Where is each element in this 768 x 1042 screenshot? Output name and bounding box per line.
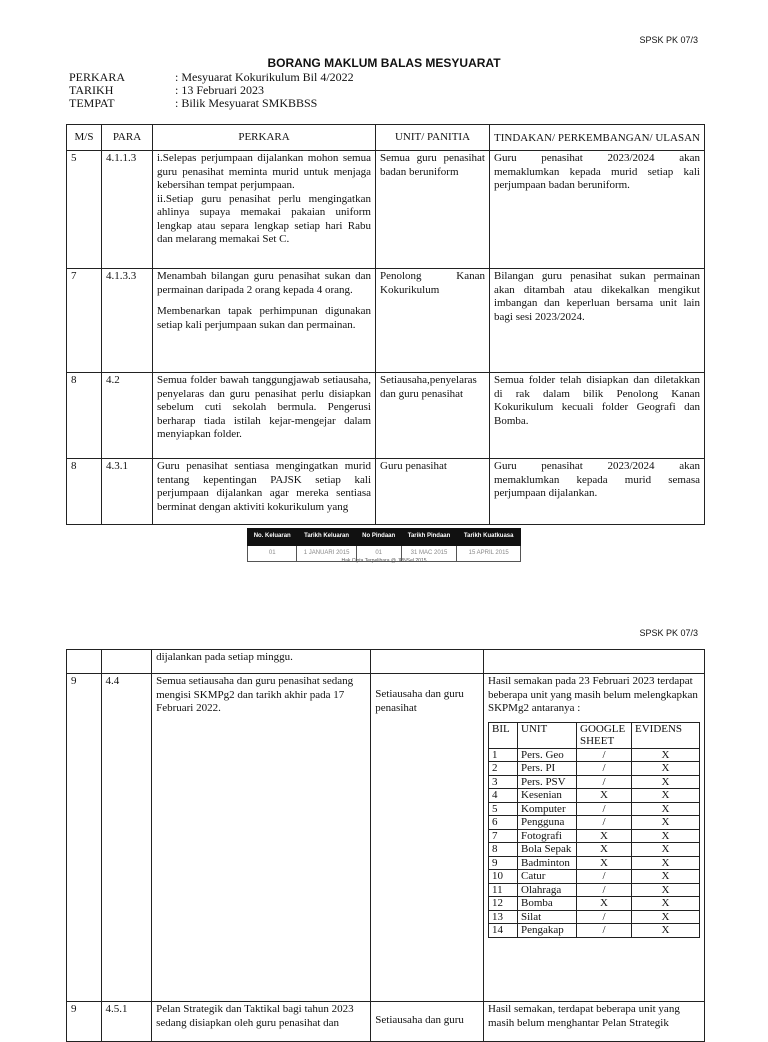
table-row: 9 4.4 Semua setiausaha dan guru penasihat sedang mengisi SKMPg2 dan tarikh akhir pada 17 Februari 2022. Setiausaha dan guru penasihat Hasil semakan pada 23 Februari 2023 terdapat beberapa unit yang masih belum melengkapkan SKPMg2 antaranya : BIL UNIT GOOGLE SHEET EVIDENS 1 Pers. Geo / X 2 Pers. PI / X 3 Pers. PSV / X 4 Kesenian X X 5 Komputer / X 6 Pengguna / X 7 Fotografi X X 8 Bola Sepak X X 9 Badminton X X 10 Catur / X 11 Olahraga / X 12 Bomba X X 13 Silat / X 14 Pengakap / X (67, 674, 705, 1002)
meeting-meta (69, 71, 354, 110)
meta-perkara: PERKARA : Mesyuarat Kokurikulum Bil 4/2022 (69, 70, 354, 84)
inner-table-row: 9 Badminton X X (489, 856, 700, 870)
table-row: 8 4.2 Semua folder bawah tanggungjawab setiausaha, penyelaras dan guru penasihat perlu disiapkan sebelum cuti sekolah bermula. Pengerusi berharap tiada istilah kejar-mengejar dalam menyiapkan folder. Setiausaha,penyelaras dan guru penasihat Semua folder telah disiapkan dan diletakkan di rak dalam bilik Penolong Kanan Kokurikulum kecuali folder Geografi dan Bomba. (67, 373, 705, 459)
inner-table-row: 2 Pers. PI / X (489, 762, 700, 776)
inner-table-row: 6 Pengguna / X (489, 816, 700, 830)
table-row: 7 4.1.3.3 Menambah bilangan guru penasihat sukan dan permainan daripada 2 orang kepada 4 orang. Membenarkan tapak perhimpunan digunakan setiap kali perjumpaan sukan dan permainan. Penolong Kanan Kokurikulum Bilangan guru penasihat sukan permainan akan ditambah atau dikekalkan mengikut imbangan dan keperluan bersama unit lain bagi sesi 2023/2024. (67, 269, 705, 373)
inner-table-row: 1 Pers. Geo / X (489, 748, 700, 762)
inner-table-row: 4 Kesenian X X (489, 789, 700, 803)
table-row: 8 4.3.1 Guru penasihat sentiasa mengingatkan murid tentang kepentingan PAJSK setiap kali perjumpaan dijalankan agar mereka sentiasa berminat dengan aktiviti kokurikulum yang Guru penasihat Guru penasihat 2023/2024 akan memaklumkan kepada murid semasa perjumpaan dijalankan. (67, 459, 705, 525)
table-row: 9 4.5.1 Pelan Strategik dan Taktikal bagi tahun 2023 sedang disiapkan oleh guru penasihat dan Setiausaha dan guru Hasil semakan, terdapat beberapa unit yang masih belum menghantar Pelan Strategik (67, 1002, 705, 1042)
inner-table-row: 13 Silat / X (489, 910, 700, 924)
inner-table-row: 10 Catur / X (489, 870, 700, 884)
meta-tempat: TEMPAT : Bilik Mesyuarat SMKBBSS (69, 96, 318, 110)
inner-table-row: 11 Olahraga / X (489, 883, 700, 897)
header-tindakan: TINDAKAN/ PERKEMBANGAN/ ULASAN (490, 125, 705, 151)
inner-table-row: 7 Fotografi X X (489, 829, 700, 843)
header-perkara: PERKARA (153, 125, 376, 151)
header-para: PARA (102, 125, 153, 151)
form-code: SPSK PK 07/3 (639, 35, 698, 45)
inner-table-row: 12 Bomba X X (489, 897, 700, 911)
incomplete-units-table: BIL UNIT GOOGLE SHEET EVIDENS 1 Pers. Geo / X 2 Pers. PI / X 3 Pers. PSV / X 4 Kesenian X X 5 Komputer / X 6 Pengguna / X 7 Fotografi X X 8 Bola Sepak X X 9 Badminton X X 10 Catur / X 11 Olahraga / X 12 Bomba X X 13 Silat / X 14 Pengakap / X (488, 722, 700, 938)
meta-tarikh: TARIKH : 13 Februari 2023 (69, 83, 264, 97)
inner-table-row: 14 Pengakap / X (489, 924, 700, 938)
inner-table-row: 8 Bola Sepak X X (489, 843, 700, 857)
copyright-text: Hak Cipta Terpelihara @ JPNSel 2015 (341, 558, 427, 564)
feedback-table-page2 (66, 649, 705, 1042)
document-control-table: No. Keluaran Tarikh Keluaran No Pindaan Tarikh Pindaan Tarikh Kuatkuasa 01 1 JANUARI 2015 01 31 MAC 2015 15 APRIL 2015 (247, 528, 521, 562)
table-row: dijalankan pada setiap minggu. (67, 650, 705, 674)
page-title: BORANG MAKLUM BALAS MESYUARAT (267, 56, 501, 70)
header-unit: UNIT/ PANITIA (376, 125, 490, 151)
inner-table-row: 3 Pers. PSV / X (489, 775, 700, 789)
inner-table-row: 5 Komputer / X (489, 802, 700, 816)
form-code-page2: SPSK PK 07/3 (639, 628, 698, 638)
feedback-table (66, 124, 705, 525)
header-ms: M/S (67, 125, 102, 151)
table-row: 5 4.1.1.3 i.Selepas perjumpaan dijalankan mohon semua guru penasihat meminta murid untuk menjaga kebersihan tempat perjumpaan. ii.Setiap guru penasihat perlu mengingatkan ahlinya supaya memakai pakaian uniform lengkap atau separa lengkap setiap hari Rabu dan melarang memakai Set C. Semua guru penasihat badan beruniform Guru penasihat 2023/2024 akan memaklumkan kepada murid setiap kali perjumpaan badan beruniform. (67, 151, 705, 269)
